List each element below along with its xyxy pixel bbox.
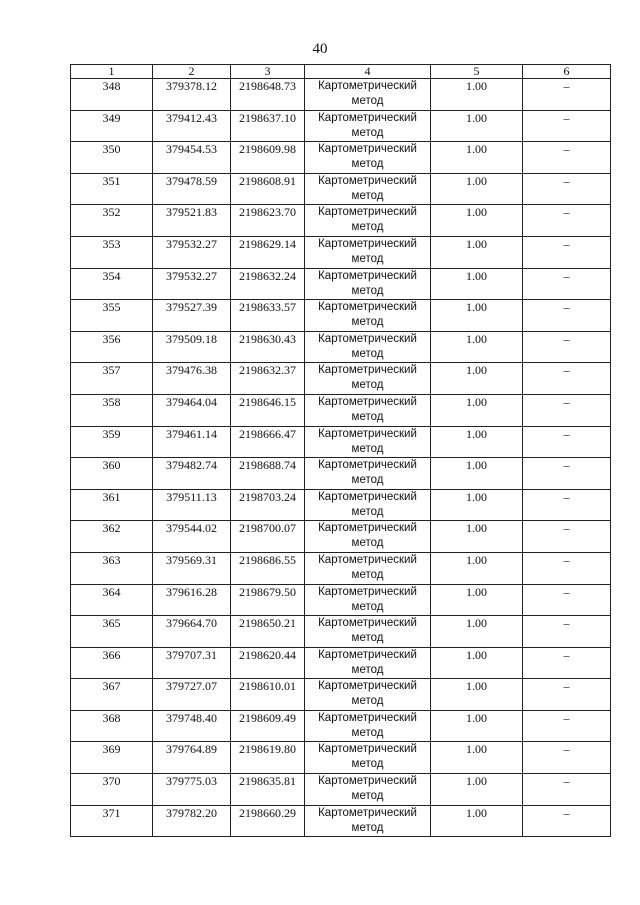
accuracy-cell: 1.00 (431, 363, 523, 395)
accuracy-cell: 1.00 (431, 616, 523, 648)
x-coordinate-cell: 379511.13 (153, 489, 231, 521)
table-row (71, 521, 611, 553)
note-cell: – (523, 142, 611, 174)
header-row (71, 65, 611, 79)
note-cell: – (523, 552, 611, 584)
x-coordinate-cell: 379616.28 (153, 584, 231, 616)
table-row (71, 584, 611, 616)
y-coordinate-cell: 2198648.73 (231, 79, 305, 111)
x-coordinate-cell: 379532.27 (153, 236, 231, 268)
accuracy-cell: 1.00 (431, 394, 523, 426)
x-coordinate-cell: 379476.38 (153, 363, 231, 395)
point-number-cell: 355 (71, 300, 153, 332)
table-body (71, 79, 611, 837)
table-row (71, 394, 611, 426)
table-row (71, 616, 611, 648)
note-cell: – (523, 774, 611, 806)
x-coordinate-cell: 379464.04 (153, 394, 231, 426)
x-coordinate-cell: 379569.31 (153, 552, 231, 584)
note-cell: – (523, 394, 611, 426)
table-row (71, 79, 611, 111)
method-cell: Картометрический метод (305, 774, 431, 806)
x-coordinate-cell: 379527.39 (153, 300, 231, 332)
y-coordinate-cell: 2198679.50 (231, 584, 305, 616)
accuracy-cell: 1.00 (431, 742, 523, 774)
point-number-cell: 352 (71, 205, 153, 237)
point-number-cell: 354 (71, 268, 153, 300)
point-number-cell: 367 (71, 679, 153, 711)
table-row (71, 173, 611, 205)
table-row (71, 110, 611, 142)
x-coordinate-cell: 379664.70 (153, 616, 231, 648)
table-row (71, 363, 611, 395)
x-coordinate-cell: 379782.20 (153, 805, 231, 837)
point-number-cell: 359 (71, 426, 153, 458)
column-header-3: 3 (231, 65, 305, 79)
y-coordinate-cell: 2198608.91 (231, 173, 305, 205)
point-number-cell: 368 (71, 710, 153, 742)
coordinates-table (70, 64, 611, 837)
accuracy-cell: 1.00 (431, 552, 523, 584)
x-coordinate-cell: 379478.59 (153, 173, 231, 205)
accuracy-cell: 1.00 (431, 142, 523, 174)
table-row (71, 647, 611, 679)
point-number-cell: 370 (71, 774, 153, 806)
table-row (71, 805, 611, 837)
method-cell: Картометрический метод (305, 110, 431, 142)
y-coordinate-cell: 2198632.37 (231, 363, 305, 395)
y-coordinate-cell: 2198632.24 (231, 268, 305, 300)
method-cell: Картометрический метод (305, 205, 431, 237)
accuracy-cell: 1.00 (431, 774, 523, 806)
y-coordinate-cell: 2198620.44 (231, 647, 305, 679)
accuracy-cell: 1.00 (431, 679, 523, 711)
column-header-2: 2 (153, 65, 231, 79)
x-coordinate-cell: 379532.27 (153, 268, 231, 300)
y-coordinate-cell: 2198646.15 (231, 394, 305, 426)
y-coordinate-cell: 2198650.21 (231, 616, 305, 648)
y-coordinate-cell: 2198609.49 (231, 710, 305, 742)
method-cell: Картометрический метод (305, 647, 431, 679)
table-row (71, 268, 611, 300)
table-row (71, 458, 611, 490)
page-number: 40 (312, 41, 328, 57)
point-number-cell: 363 (71, 552, 153, 584)
x-coordinate-cell: 379509.18 (153, 331, 231, 363)
accuracy-cell: 1.00 (431, 236, 523, 268)
note-cell: – (523, 805, 611, 837)
note-cell: – (523, 426, 611, 458)
note-cell: – (523, 710, 611, 742)
accuracy-cell: 1.00 (431, 489, 523, 521)
note-cell: – (523, 489, 611, 521)
y-coordinate-cell: 2198666.47 (231, 426, 305, 458)
method-cell: Картометрический метод (305, 742, 431, 774)
point-number-cell: 350 (71, 142, 153, 174)
point-number-cell: 371 (71, 805, 153, 837)
table-row (71, 742, 611, 774)
point-number-cell: 365 (71, 616, 153, 648)
accuracy-cell: 1.00 (431, 710, 523, 742)
x-coordinate-cell: 379461.14 (153, 426, 231, 458)
note-cell: – (523, 236, 611, 268)
accuracy-cell: 1.00 (431, 426, 523, 458)
note-cell: – (523, 205, 611, 237)
y-coordinate-cell: 2198688.74 (231, 458, 305, 490)
x-coordinate-cell: 379727.07 (153, 679, 231, 711)
y-coordinate-cell: 2198623.70 (231, 205, 305, 237)
point-number-cell: 360 (71, 458, 153, 490)
accuracy-cell: 1.00 (431, 331, 523, 363)
y-coordinate-cell: 2198633.57 (231, 300, 305, 332)
y-coordinate-cell: 2198686.55 (231, 552, 305, 584)
note-cell: – (523, 79, 611, 111)
method-cell: Картометрический метод (305, 79, 431, 111)
accuracy-cell: 1.00 (431, 300, 523, 332)
point-number-cell: 362 (71, 521, 153, 553)
accuracy-cell: 1.00 (431, 205, 523, 237)
x-coordinate-cell: 379378.12 (153, 79, 231, 111)
method-cell: Картометрический метод (305, 552, 431, 584)
method-cell: Картометрический метод (305, 489, 431, 521)
table-row (71, 710, 611, 742)
method-cell: Картометрический метод (305, 521, 431, 553)
x-coordinate-cell: 379707.31 (153, 647, 231, 679)
method-cell: Картометрический метод (305, 236, 431, 268)
method-cell: Картометрический метод (305, 394, 431, 426)
point-number-cell: 357 (71, 363, 153, 395)
method-cell: Картометрический метод (305, 710, 431, 742)
x-coordinate-cell: 379775.03 (153, 774, 231, 806)
y-coordinate-cell: 2198700.07 (231, 521, 305, 553)
table-row (71, 426, 611, 458)
x-coordinate-cell: 379412.43 (153, 110, 231, 142)
table-row (71, 236, 611, 268)
table-row (71, 489, 611, 521)
x-coordinate-cell: 379544.02 (153, 521, 231, 553)
note-cell: – (523, 521, 611, 553)
note-cell: – (523, 268, 611, 300)
note-cell: – (523, 647, 611, 679)
accuracy-cell: 1.00 (431, 458, 523, 490)
y-coordinate-cell: 2198609.98 (231, 142, 305, 174)
accuracy-cell: 1.00 (431, 110, 523, 142)
table-row (71, 331, 611, 363)
point-number-cell: 356 (71, 331, 153, 363)
column-header-5: 5 (431, 65, 523, 79)
note-cell: – (523, 616, 611, 648)
note-cell: – (523, 363, 611, 395)
accuracy-cell: 1.00 (431, 268, 523, 300)
point-number-cell: 349 (71, 110, 153, 142)
y-coordinate-cell: 2198635.81 (231, 774, 305, 806)
point-number-cell: 351 (71, 173, 153, 205)
method-cell: Картометрический метод (305, 363, 431, 395)
y-coordinate-cell: 2198637.10 (231, 110, 305, 142)
note-cell: – (523, 458, 611, 490)
table-header (71, 65, 611, 79)
accuracy-cell: 1.00 (431, 173, 523, 205)
accuracy-cell: 1.00 (431, 647, 523, 679)
point-number-cell: 369 (71, 742, 153, 774)
point-number-cell: 348 (71, 79, 153, 111)
note-cell: – (523, 110, 611, 142)
note-cell: – (523, 331, 611, 363)
method-cell: Картометрический метод (305, 268, 431, 300)
table-row (71, 774, 611, 806)
method-cell: Картометрический метод (305, 679, 431, 711)
table-row (71, 552, 611, 584)
y-coordinate-cell: 2198629.14 (231, 236, 305, 268)
method-cell: Картометрический метод (305, 616, 431, 648)
method-cell: Картометрический метод (305, 805, 431, 837)
table-row (71, 679, 611, 711)
x-coordinate-cell: 379521.83 (153, 205, 231, 237)
x-coordinate-cell: 379764.89 (153, 742, 231, 774)
column-header-6: 6 (523, 65, 611, 79)
accuracy-cell: 1.00 (431, 805, 523, 837)
y-coordinate-cell: 2198703.24 (231, 489, 305, 521)
point-number-cell: 366 (71, 647, 153, 679)
point-number-cell: 358 (71, 394, 153, 426)
note-cell: – (523, 300, 611, 332)
method-cell: Картометрический метод (305, 142, 431, 174)
method-cell: Картометрический метод (305, 458, 431, 490)
column-header-1: 1 (71, 65, 153, 79)
x-coordinate-cell: 379748.40 (153, 710, 231, 742)
x-coordinate-cell: 379482.74 (153, 458, 231, 490)
table-row (71, 142, 611, 174)
point-number-cell: 361 (71, 489, 153, 521)
method-cell: Картометрический метод (305, 584, 431, 616)
method-cell: Картометрический метод (305, 426, 431, 458)
note-cell: – (523, 173, 611, 205)
accuracy-cell: 1.00 (431, 584, 523, 616)
method-cell: Картометрический метод (305, 173, 431, 205)
note-cell: – (523, 679, 611, 711)
table-row (71, 205, 611, 237)
y-coordinate-cell: 2198660.29 (231, 805, 305, 837)
y-coordinate-cell: 2198610.01 (231, 679, 305, 711)
table-row (71, 300, 611, 332)
column-header-4: 4 (305, 65, 431, 79)
accuracy-cell: 1.00 (431, 521, 523, 553)
method-cell: Картометрический метод (305, 300, 431, 332)
accuracy-cell: 1.00 (431, 79, 523, 111)
x-coordinate-cell: 379454.53 (153, 142, 231, 174)
point-number-cell: 353 (71, 236, 153, 268)
y-coordinate-cell: 2198619.80 (231, 742, 305, 774)
method-cell: Картометрический метод (305, 331, 431, 363)
note-cell: – (523, 584, 611, 616)
y-coordinate-cell: 2198630.43 (231, 331, 305, 363)
note-cell: – (523, 742, 611, 774)
point-number-cell: 364 (71, 584, 153, 616)
